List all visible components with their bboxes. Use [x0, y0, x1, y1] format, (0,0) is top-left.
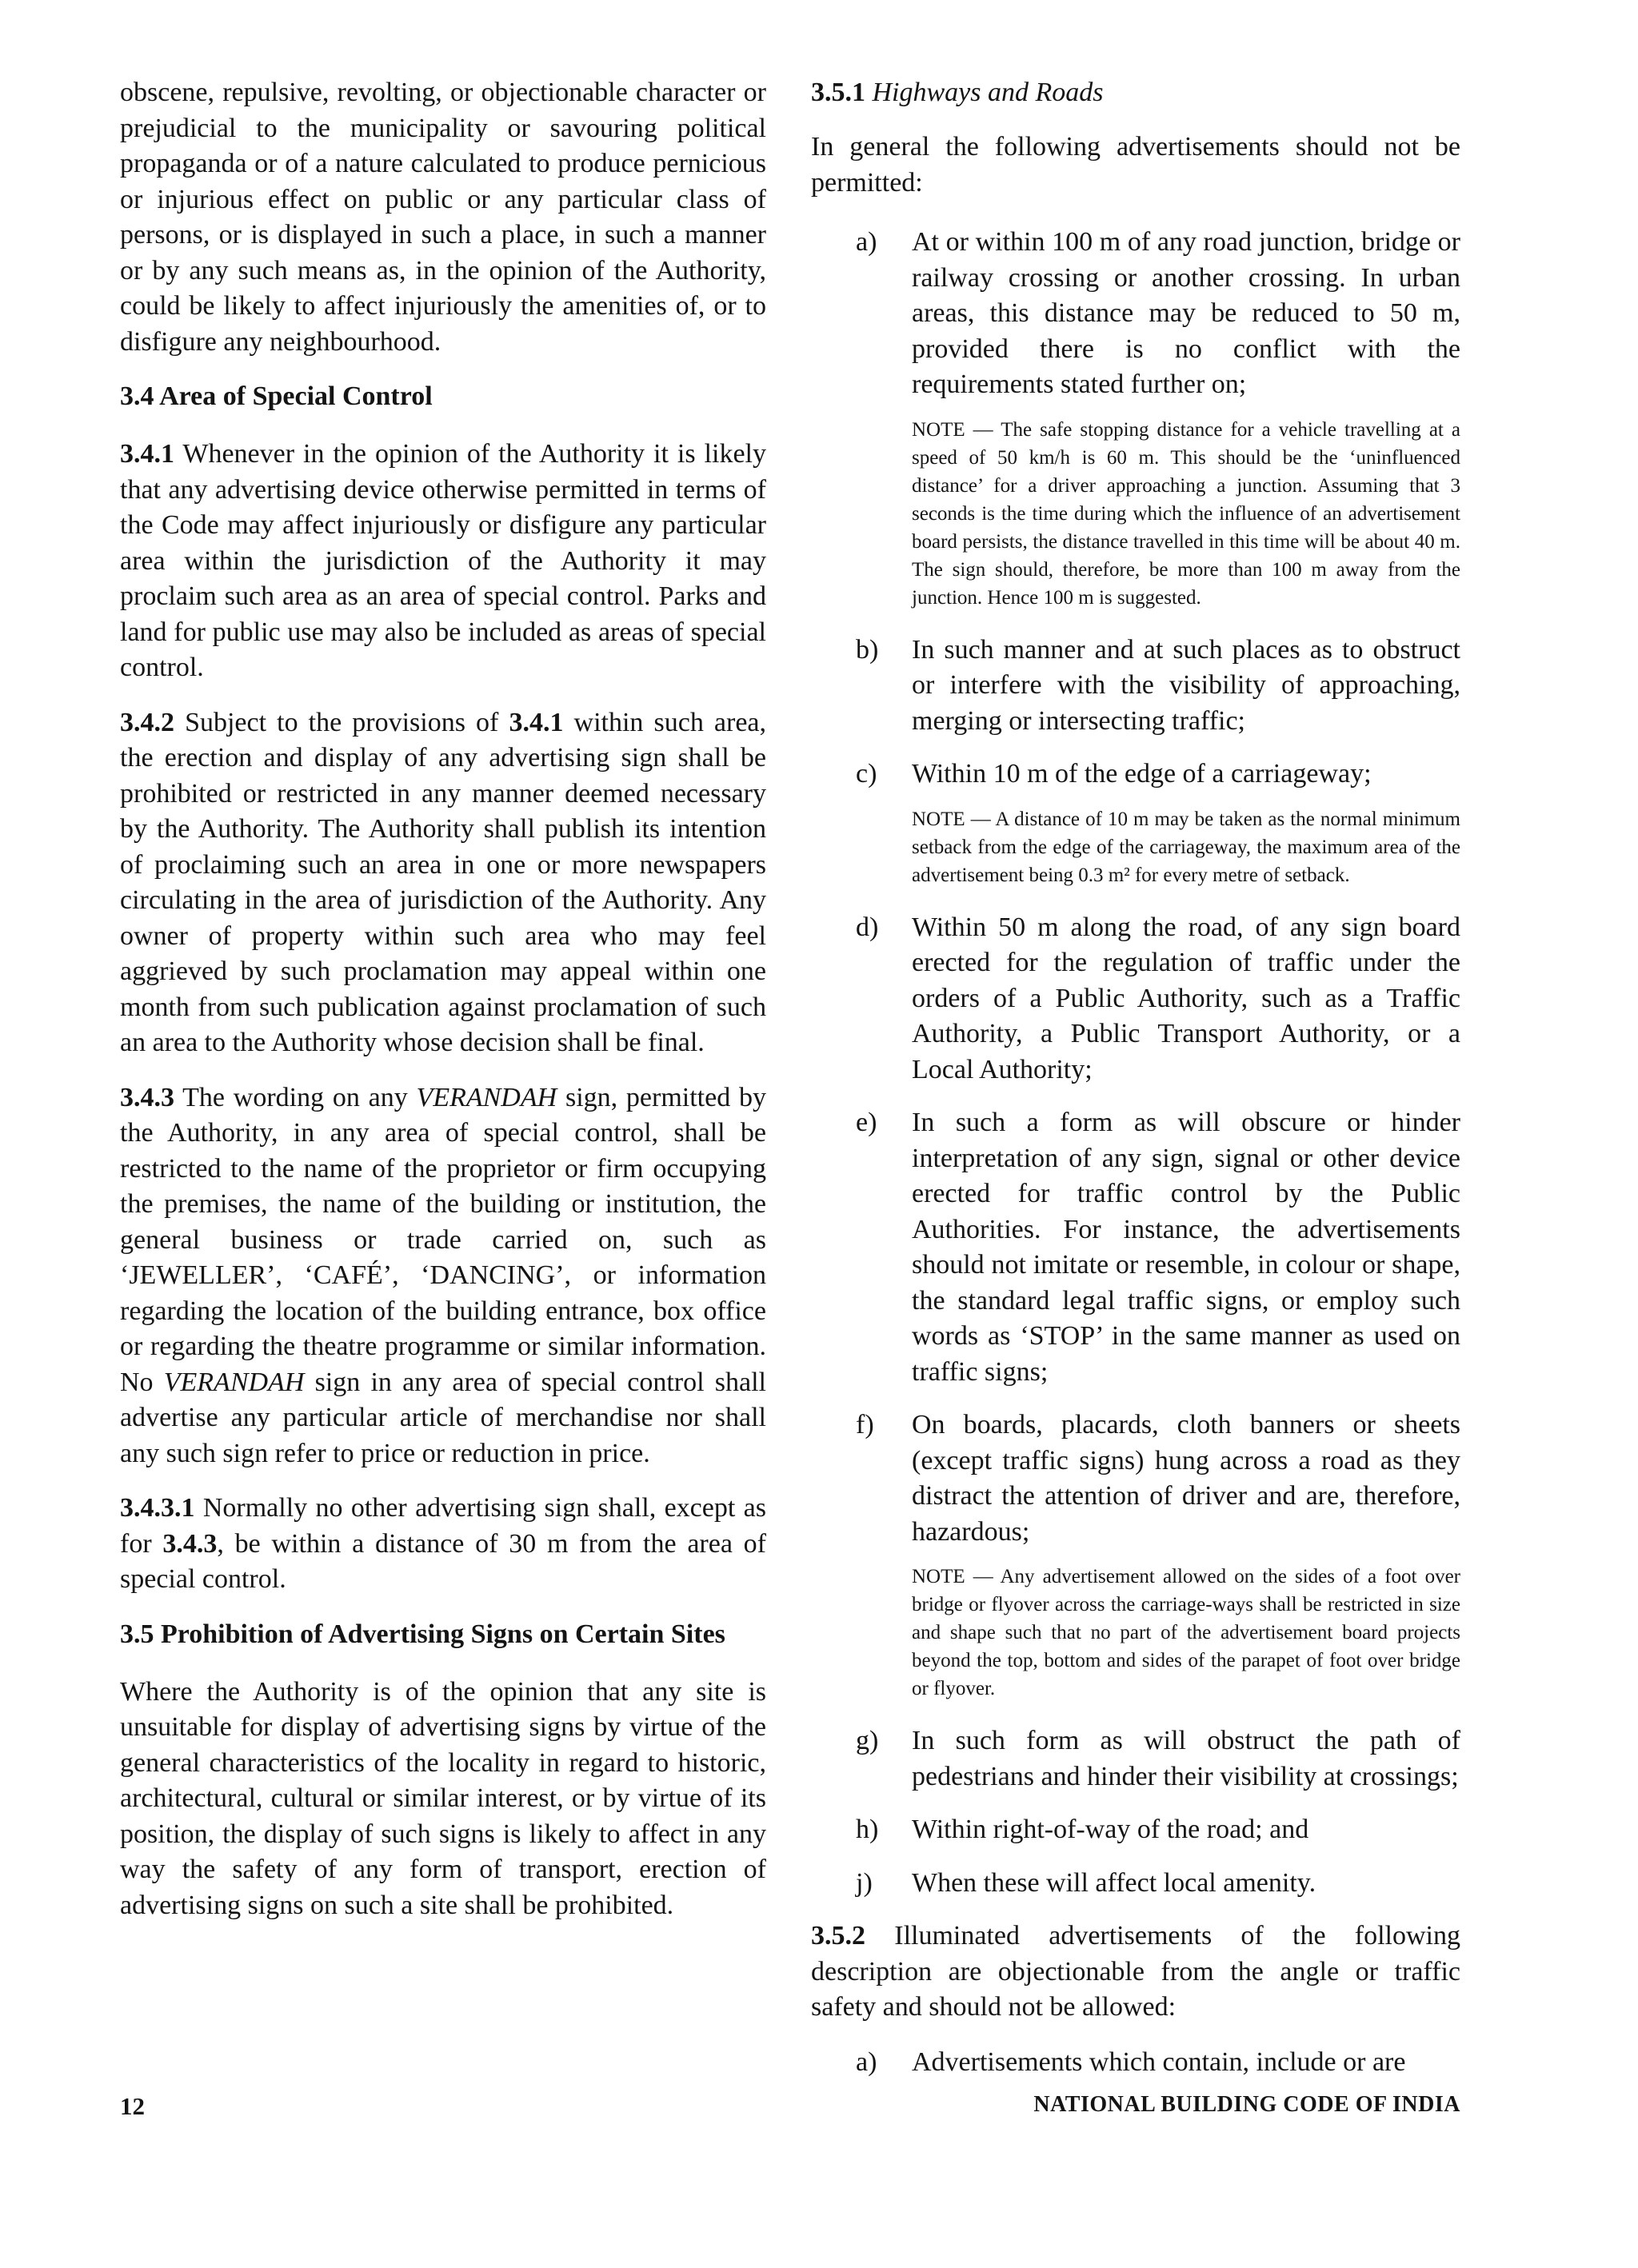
verandah-term: VERANDAH [163, 1367, 305, 1397]
list-item [811, 1723, 1460, 1795]
list-item [811, 1866, 1460, 1902]
list-item-label: b) [856, 634, 879, 665]
list-item [811, 1812, 1460, 1848]
paragraph-text: within such area, the erection and display of any advertising sign shall be prohibited or restricted in any manner deemed necessary by the Authority. The Authority shall publish its intention of proclaiming such an area in one or more newspapers circulating in the area of jurisdiction of the Authority. Any owner of property within such area who may feel aggrieved by such proclamation may appeal within one month from such publication against proclamation of such an area to the Authority whose decision shall be final. [120, 707, 767, 1057]
list-item-label: g) [856, 1726, 879, 1755]
list-item-text: Advertisements which contain, include or are [912, 2046, 1406, 2077]
paragraph-text: Whenever in the opinion of the Authority it is likely that any advertising device otherwise permitted in terms of the Code may affect injuriously or disfigure any particular area within the jurisdiction of the Authority it may proclaim such area as an area of special control. Parks and land for public use may also be included as areas of special control. [120, 439, 766, 682]
list-item-text: Within 10 m of the edge of a carriageway; [912, 759, 1372, 789]
left-column [120, 75, 766, 1943]
list-item [811, 2045, 1460, 2081]
clause-number: 3.4.3.1 [120, 1493, 195, 1523]
paragraph-text: , be within a distance of 30 m from the area of special control. [120, 1528, 766, 1594]
right-column [811, 75, 1460, 2098]
paragraph-text: sign in any area of special control shall advertise any particular article of merchandise nor shall any such sign refer to price or reduction in price. [120, 1367, 766, 1468]
note: NOTE — A distance of 10 m may be taken as the normal minimum setback from the edge of the carriageway, the maximum area of the advertisement being 0.3 m² for every metre of setback. [912, 808, 1460, 886]
clause-number: 3.4.1 [120, 439, 174, 469]
list-item [811, 910, 1460, 1088]
list-item-text: Within right-of-way of the road; and [912, 1815, 1309, 1844]
list-item [811, 757, 1460, 793]
paragraph-text: Illuminated advertisements of the following description are objectionable from the angle or traffic safety and should not be allowed: [811, 1921, 1460, 2022]
list-item [811, 1408, 1460, 1550]
illuminated-advertisements-list [811, 2045, 1460, 2081]
list-item-text: Within 50 m along the road, of any sign board erected for the regulation of traffic under the orders of a Public Authority, such as a Traffic Authority, a Public Transport Authority, or a Local Authority; [912, 912, 1460, 1084]
paragraph-3-5-2 [811, 1919, 1460, 2026]
paragraph-text: The wording on any [174, 1082, 417, 1112]
clause-number: 3.4.3 [120, 1082, 174, 1112]
paragraph-text: Normally no other advertising sign shall, except as for [120, 1493, 766, 1559]
note: NOTE — The safe stopping distance for a vehicle travelling at a speed of 50 km/h is 60 m. This should be the ‘uninfluenced distance’ for a driver approaching a junction. Assuming that 3 seconds is the time during which the influence of an advertisement board persists, the distance travelled in this time will be about 40 m. The sign should, therefore, be more than 100 m away from the junction. Hence 100 m is suggested. [912, 418, 1460, 609]
paragraph-3-4-3 [120, 1080, 766, 1472]
list-item-label: d) [856, 912, 879, 942]
page-footer [120, 2092, 1460, 2121]
verandah-term: VERANDAH [416, 1082, 557, 1112]
list-item-text: On boards, placards, cloth banners or sheets (except traffic signs) hung across a road as they distract the attention of driver and are, therefore, hazardous; [912, 1410, 1460, 1547]
list-item [811, 1105, 1460, 1390]
paragraph-3-5: Where the Authority is of the opinion that any site is unsuitable for display of advertising signs by virtue of the general characteristics of the locality in regard to historic, architectural, cultural or similar interest, or by virtue of its position, the display of such signs is likely to affect in any way the safety of any form of transport, erection of advertising signs on such a site shall be prohibited. [120, 1676, 766, 1920]
clause-number: 3.5.1 [811, 78, 865, 107]
clause-number: 3.5.2 [811, 1921, 865, 1951]
list-item-label: c) [856, 759, 877, 789]
list-item-text: At or within 100 m of any road junction, bridge or railway crossing or another crossing. In urban areas, this distance may be reduced to 50 m, provided there is no conflict with the requirements stated further on; [912, 227, 1460, 399]
paragraph-3-4-3-1 [120, 1491, 766, 1598]
paragraph-3-4-1 [120, 437, 766, 686]
list-item-label: a) [856, 2046, 877, 2077]
list-item-text: In such form as will obstruct the path of pedestrians and hinder their visibility at crossings; [912, 1726, 1460, 1791]
list-item-label: e) [856, 1108, 877, 1137]
note: NOTE — Any advertisement allowed on the sides of a foot over bridge or flyover across the carriage-ways shall be restricted in size and shape such that no part of the advertisement board projects beyond the top, bottom and sides of the parapet of foot over bridge or flyover. [912, 1566, 1460, 1699]
list-item-text: In such a form as will obscure or hinder interpretation of any sign, signal or other device erected for traffic control by the Public Authorities. For instance, the advertisements should not imitate or resemble, in colour or shape, the standard legal traffic signs, or employ such words as ‘STOP’ in the same manner as used on traffic signs; [912, 1108, 1460, 1387]
heading-3-5-1 [811, 75, 1460, 110]
list-item-text: In such manner and at such places as to obstruct or interfere with the visibility of approaching, merging or intersecting traffic; [912, 634, 1460, 736]
intro-paragraph: In general the following advertisements should not be permitted: [811, 132, 1460, 198]
heading-3-5: 3.5 Prohibition of Advertising Signs on Certain Sites [120, 1619, 725, 1649]
document-title: NATIONAL BUILDING CODE OF INDIA [1033, 2092, 1460, 2117]
list-item-label: j) [856, 1867, 873, 1898]
subsection-title: Highways and Roads [865, 78, 1104, 107]
prohibited-advertisements-list [811, 225, 1460, 1901]
paragraph-continuation: obscene, repulsive, revolting, or objectionable character or prejudicial to the municipality or savouring political propaganda or of a nature calculated to produce pernicious or injurious effect on public or any particular class of persons, or is displayed in such a place, in such a manner or by any such means as, in the opinion of the Authority, could be likely to affect injuriously the amenities of, or to disfigure any neighbourhood. [120, 78, 766, 357]
paragraph-3-4-2 [120, 705, 766, 1061]
clause-number: 3.4.2 [120, 707, 174, 737]
clause-reference: 3.4.1 [509, 707, 564, 737]
clause-reference: 3.4.3 [162, 1528, 218, 1559]
list-item-label: a) [856, 227, 877, 257]
paragraph-text: sign, permitted by the Authority, in any area of special control, shall be restricted to the name of the proprietor or firm occupying the premises, the name of the building or institution, the general business or trade carried on, such as ‘JEWELLER’, ‘CAFÉ’, ‘DANCING’, or information regarding the location of the building entrance, box office or regarding the theatre programme or similar information. No [120, 1082, 766, 1397]
list-item-label: h) [856, 1815, 879, 1844]
list-item-text: When these will affect local amenity. [912, 1867, 1316, 1898]
page-number: 12 [120, 2092, 145, 2120]
list-item [811, 225, 1460, 403]
heading-3-4: 3.4 Area of Special Control [120, 381, 433, 411]
list-item [811, 633, 1460, 740]
list-item-label: f) [856, 1410, 874, 1439]
paragraph-text: Subject to the provisions of [174, 707, 509, 737]
